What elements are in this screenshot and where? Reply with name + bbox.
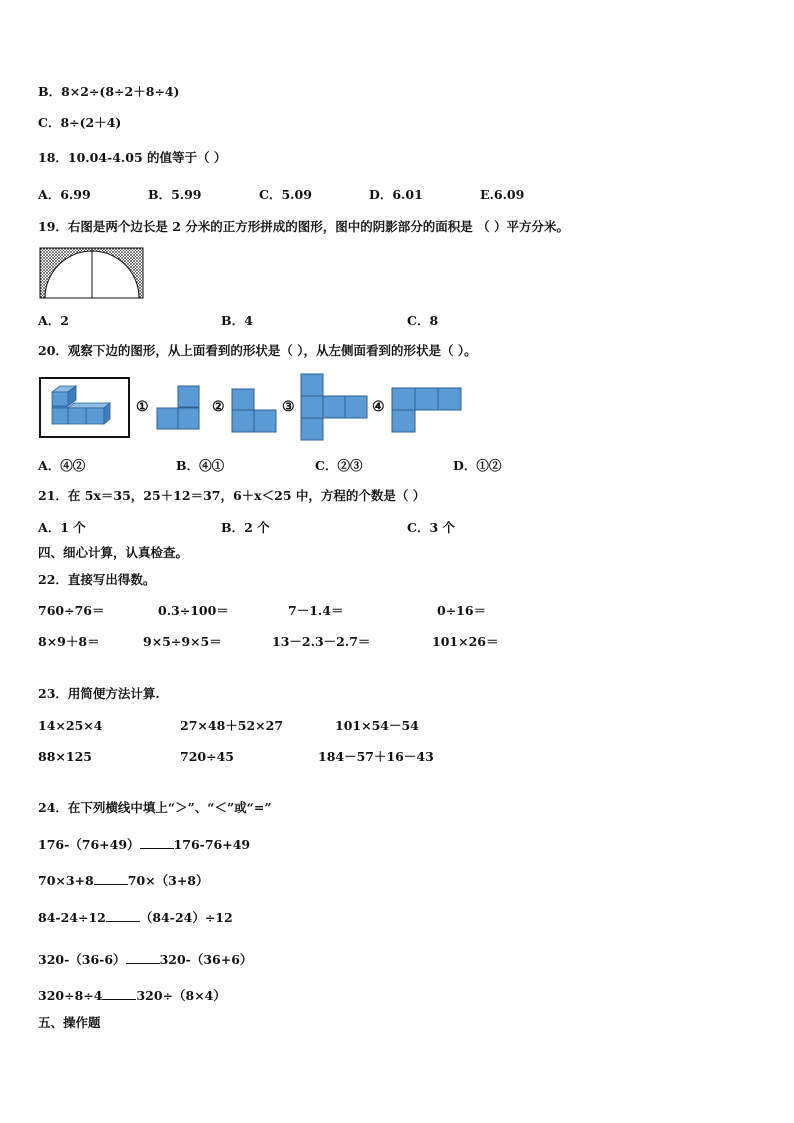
- q18-option-d: D．6.01: [369, 187, 423, 202]
- q21-option-a: A．1 个: [38, 520, 86, 535]
- q24-left: 320÷8÷4: [38, 988, 103, 1003]
- q22-item: 760÷76＝: [38, 603, 105, 618]
- q22-item: 0÷16＝: [437, 603, 487, 618]
- q24-question: 24．在下列横线中填上“＞”、“＜”或“=”: [38, 800, 272, 815]
- q22-item: 13－2.3－2.7＝: [272, 634, 371, 649]
- q20-option-d: D．①②: [453, 458, 502, 473]
- q20-shape-1: [156, 386, 200, 430]
- q21-question: 21．在 5x＝35，25＋12＝37，6＋x＜25 中，方程的个数是（ ）: [38, 488, 426, 503]
- q17-option-b: B．8×2÷(8÷2＋8÷4): [38, 84, 180, 99]
- q22-item: 9×5÷9×5＝: [143, 634, 222, 649]
- q22-question: 22．直接写出得数。: [38, 572, 156, 587]
- q23-item: 27×48＋52×27: [180, 718, 284, 733]
- q19-option-b: B．4: [221, 313, 253, 328]
- q22-item: 7－1.4＝: [288, 603, 344, 618]
- q24-left: 320-（36-6）: [38, 952, 126, 967]
- q24-item: [38, 910, 233, 926]
- q24-left: 70×3+8: [38, 873, 94, 888]
- q19-question: 19．右图是两个边长是 2 分米的正方形拼成的图形，图中的阴影部分的面积是 （ ）平方分米。: [38, 219, 570, 234]
- q17-option-c: C．8÷(2＋4): [38, 115, 122, 130]
- q24-item: [38, 837, 250, 853]
- q20-option-a: A．④②: [38, 458, 86, 473]
- q24-right: 70×（3+8）: [127, 873, 209, 888]
- q24-left: 84-24÷12: [38, 910, 106, 925]
- q23-item: 88×125: [38, 749, 92, 764]
- q20-label-1: ①: [136, 399, 149, 415]
- answer-blank[interactable]: [140, 837, 174, 849]
- q23-item: 184－57＋16－43: [318, 749, 434, 764]
- q18-option-b: B．5.99: [148, 187, 202, 202]
- q23-item: 101×54－54: [335, 718, 419, 733]
- q20-shape-2: [231, 389, 277, 433]
- section-4-heading: 四、细心计算，认真检查。: [38, 545, 189, 560]
- q24-right: 176-76+49: [173, 837, 251, 852]
- q21-option-c: C．3 个: [407, 520, 455, 535]
- q22-item: 101×26＝: [432, 634, 499, 649]
- q22-item: 0.3÷100＝: [158, 603, 229, 618]
- answer-blank[interactable]: [102, 988, 136, 1000]
- q24-right: 320÷（8×4）: [136, 988, 226, 1003]
- q20-label-3: ③: [282, 399, 295, 415]
- q20-shape-4: [391, 388, 463, 434]
- q18-option-c: C．5.09: [259, 187, 312, 202]
- q24-right: 320-（36+6）: [159, 952, 253, 967]
- answer-blank[interactable]: [94, 873, 128, 885]
- q20-cube-figure: [40, 378, 130, 438]
- q24-item: [38, 988, 226, 1004]
- q20-label-4: ④: [372, 399, 385, 415]
- q18-question: 18．10.04-4.05 的值等于（ ）: [38, 150, 227, 165]
- q23-item: 720÷45: [180, 749, 234, 764]
- q20-option-b: B．④①: [176, 458, 225, 473]
- q19-option-c: C．8: [407, 313, 439, 328]
- section-5-heading: 五、操作题: [38, 1015, 101, 1030]
- q24-left: 176-（76+49）: [38, 837, 140, 852]
- q24-item: [38, 873, 209, 889]
- q18-option-e: E.6.09: [480, 187, 525, 202]
- q18-option-a: A．6.99: [38, 187, 91, 202]
- q20-question: 20．观察下边的图形，从上面看到的形状是（ ），从左侧面看到的形状是（ ）。: [38, 343, 477, 358]
- answer-blank[interactable]: [106, 910, 140, 922]
- q20-label-2: ②: [212, 399, 225, 415]
- answer-blank[interactable]: [126, 952, 160, 964]
- q24-item: [38, 952, 252, 968]
- q21-option-b: B．2 个: [221, 520, 270, 535]
- q23-question: 23．用简便方法计算.: [38, 686, 160, 701]
- q20-shape-3: [300, 374, 370, 442]
- q19-figure: [40, 248, 144, 300]
- q22-item: 8×9＋8＝: [38, 634, 100, 649]
- q23-item: 14×25×4: [38, 718, 103, 733]
- q20-option-c: C．②③: [315, 458, 363, 473]
- q19-option-a: A．2: [38, 313, 69, 328]
- q24-right: （84-24）÷12: [139, 910, 233, 925]
